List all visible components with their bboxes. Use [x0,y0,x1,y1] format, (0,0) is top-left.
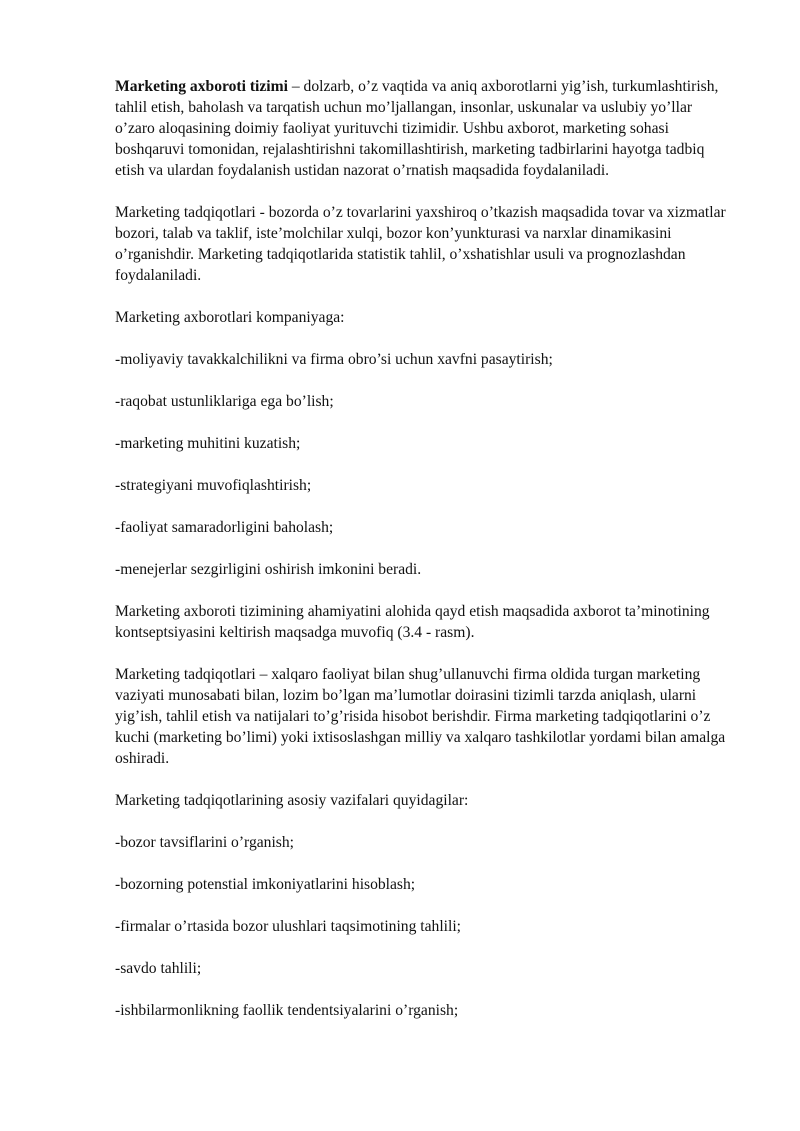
intro-text: – dolzarb, o’z vaqtida va aniq axborotlarni yig’ish, turkumlashtirish, tahlil etish, baholash va tarqatish uchun mo’ljallangan, insonlar, uskunalar va uslubiy yo’llar o’zaro aloqasining doimiy faoliyat yurituvchi tizimidir. Ushbu axborot, marketing sohasi boshqaruvi tomonidan, rejalashtirishni takomillashtirish, marketing tadbirlarini hayotga tadbiq etish va ulardan foydalanish ustidan nazorat o’rnatish maqsadida foydalaniladi. [115,78,719,179]
paragraph-info-intro: Marketing axborotlari kompaniyaga: [115,309,345,326]
paragraph-tasks-intro: Marketing tadqiqotlarining asosiy vazifalari quyidagilar: [115,792,469,809]
paragraph-research-definition: Marketing tadqiqotlari - bozorda o’z tovarlarini yaxshiroq o’tkazish maqsadida tovar va xizmatlar bozori, talab va taklif, iste’molchilar xulqi, bozor kon’yunkturasi va narxlar dinamikasini o’rganishdir. Marketing tadqiqotlarida statistik tahlil, o’xshatishlar usuli va prognozlashdan foydalaniladi. [115,204,726,284]
list-item: -raqobat ustunliklariga ega bo’lish; [115,393,334,410]
list-item: -firmalar o’rtasida bozor ulushlari taqsimotining tahlili; [115,918,462,935]
list-item: -strategiyani muvofiqlashtirish; [115,477,312,494]
list-item: -savdo tahlili; [115,960,202,977]
document-body [115,76,735,1042]
list-item: -ishbilarmonlikning faollik tendentsiyalarini o’rganish; [115,1002,459,1019]
paragraph-importance: Marketing axboroti tizimining ahamiyatini alohida qayd etish maqsadida axborot ta’minotining kontseptsiyasini keltirish maqsadga muvofiq (3.4 - rasm). [115,603,710,641]
list-item: -bozorning potenstial imkoniyatlarini hisoblash; [115,876,416,893]
list-item: -moliyaviy tavakkalchilikni va firma obro’si uchun xavfni pasaytirish; [115,351,553,368]
intro-paragraph [115,76,735,181]
list-item: -marketing muhitini kuzatish; [115,435,301,452]
paragraph-research-international: Marketing tadqiqotlari – xalqaro faoliyat bilan shug’ullanuvchi firma oldida turgan marketing vaziyati munosabati bilan, lozim bo’lgan ma’lumotlar doirasini tizimli tarzda aniqlash, ularni yig’ish, tahlil etish va natijalari to’g’risida hisobot berishdir. Firma marketing tadqiqotlarini o’z kuchi (marketing bo’limi) yoki ixtisoslashgan milliy va xalqaro tashkilotlar yordami bilan amalga oshiradi. [115,666,726,767]
intro-lead-term: Marketing axboroti tizimi [115,78,288,95]
list-item: -bozor tavsiflarini o’rganish; [115,834,294,851]
list-item: -faoliyat samaradorligini baholash; [115,519,334,536]
list-item: -menejerlar sezgirligini oshirish imkonini beradi. [115,561,422,578]
